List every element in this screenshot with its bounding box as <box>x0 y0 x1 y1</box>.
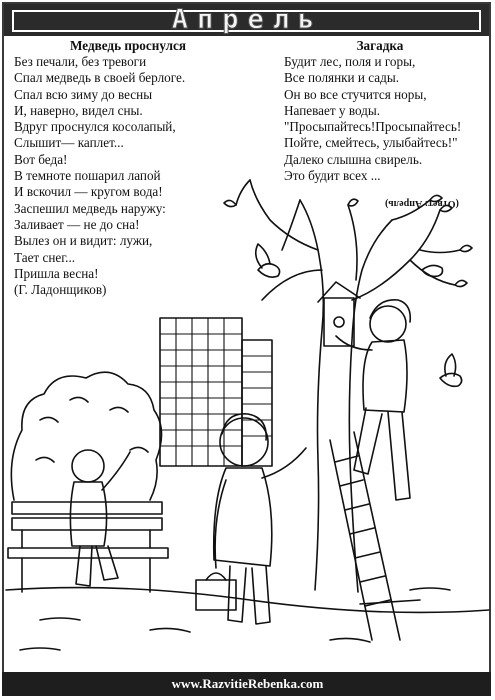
riddle-line: "Просыпайтесь!Просыпайтесь! <box>284 119 462 135</box>
riddle-line: Все полянки и сады. <box>284 70 399 86</box>
birds <box>256 244 462 386</box>
page-title: Апрель <box>171 4 324 35</box>
girl-with-bag <box>196 414 306 624</box>
poem-line: Без печали, без тревоги <box>14 54 147 69</box>
poem-line: Тает снег... <box>14 249 76 265</box>
poem-line: Вылез он и видит: лужи, <box>14 233 153 249</box>
poem-author: (Г. Ладонщиков) <box>14 282 107 298</box>
riddle-answer-upside-down: (Ответ: Апрель) <box>385 198 459 209</box>
poem-line: Слышит— каплет... <box>14 135 124 151</box>
bench <box>8 502 168 592</box>
poem-line: Спал всю зиму до весны <box>14 86 153 102</box>
boy-on-ladder <box>336 300 410 500</box>
poem-line: Пришла весна! <box>14 265 99 281</box>
riddle-line: Это будит всех ... <box>284 168 381 184</box>
poem-line: Вот беда! <box>14 151 68 167</box>
birdhouse <box>318 282 360 346</box>
poem-line: Спал медведь в своей берлоге. <box>14 70 186 86</box>
poem-line: Заливает — не до сна! <box>14 216 140 232</box>
riddle-line: Будит лес, поля и горы, <box>284 54 416 69</box>
poem-title: Медведь проснулся <box>70 38 186 53</box>
riddle-line: Далеко слышна свирель. <box>284 151 423 167</box>
riddle-line: Он во все стучится норы, <box>284 86 427 102</box>
building <box>160 318 272 466</box>
bush <box>11 372 161 500</box>
poem-line: И вскочил — кругом вода! <box>14 184 163 200</box>
tree <box>224 180 472 592</box>
riddle-line: Пойте, смейтесь, улыбайтесь!" <box>284 135 458 151</box>
ground-lines <box>6 588 489 650</box>
poem-line: Вдруг проснулся косолапый, <box>14 119 176 135</box>
riddle-line: Напевает у воды. <box>284 102 381 118</box>
poem-line: В темноте пошарил лапой <box>14 168 161 184</box>
poem-line: И, наверно, видел сны. <box>14 102 143 118</box>
footer-url: www.RazvitieRebenka.com <box>171 676 324 691</box>
poem-line: Заспешил медведь наружу: <box>14 200 166 216</box>
riddle-title: Загадка <box>356 38 404 53</box>
